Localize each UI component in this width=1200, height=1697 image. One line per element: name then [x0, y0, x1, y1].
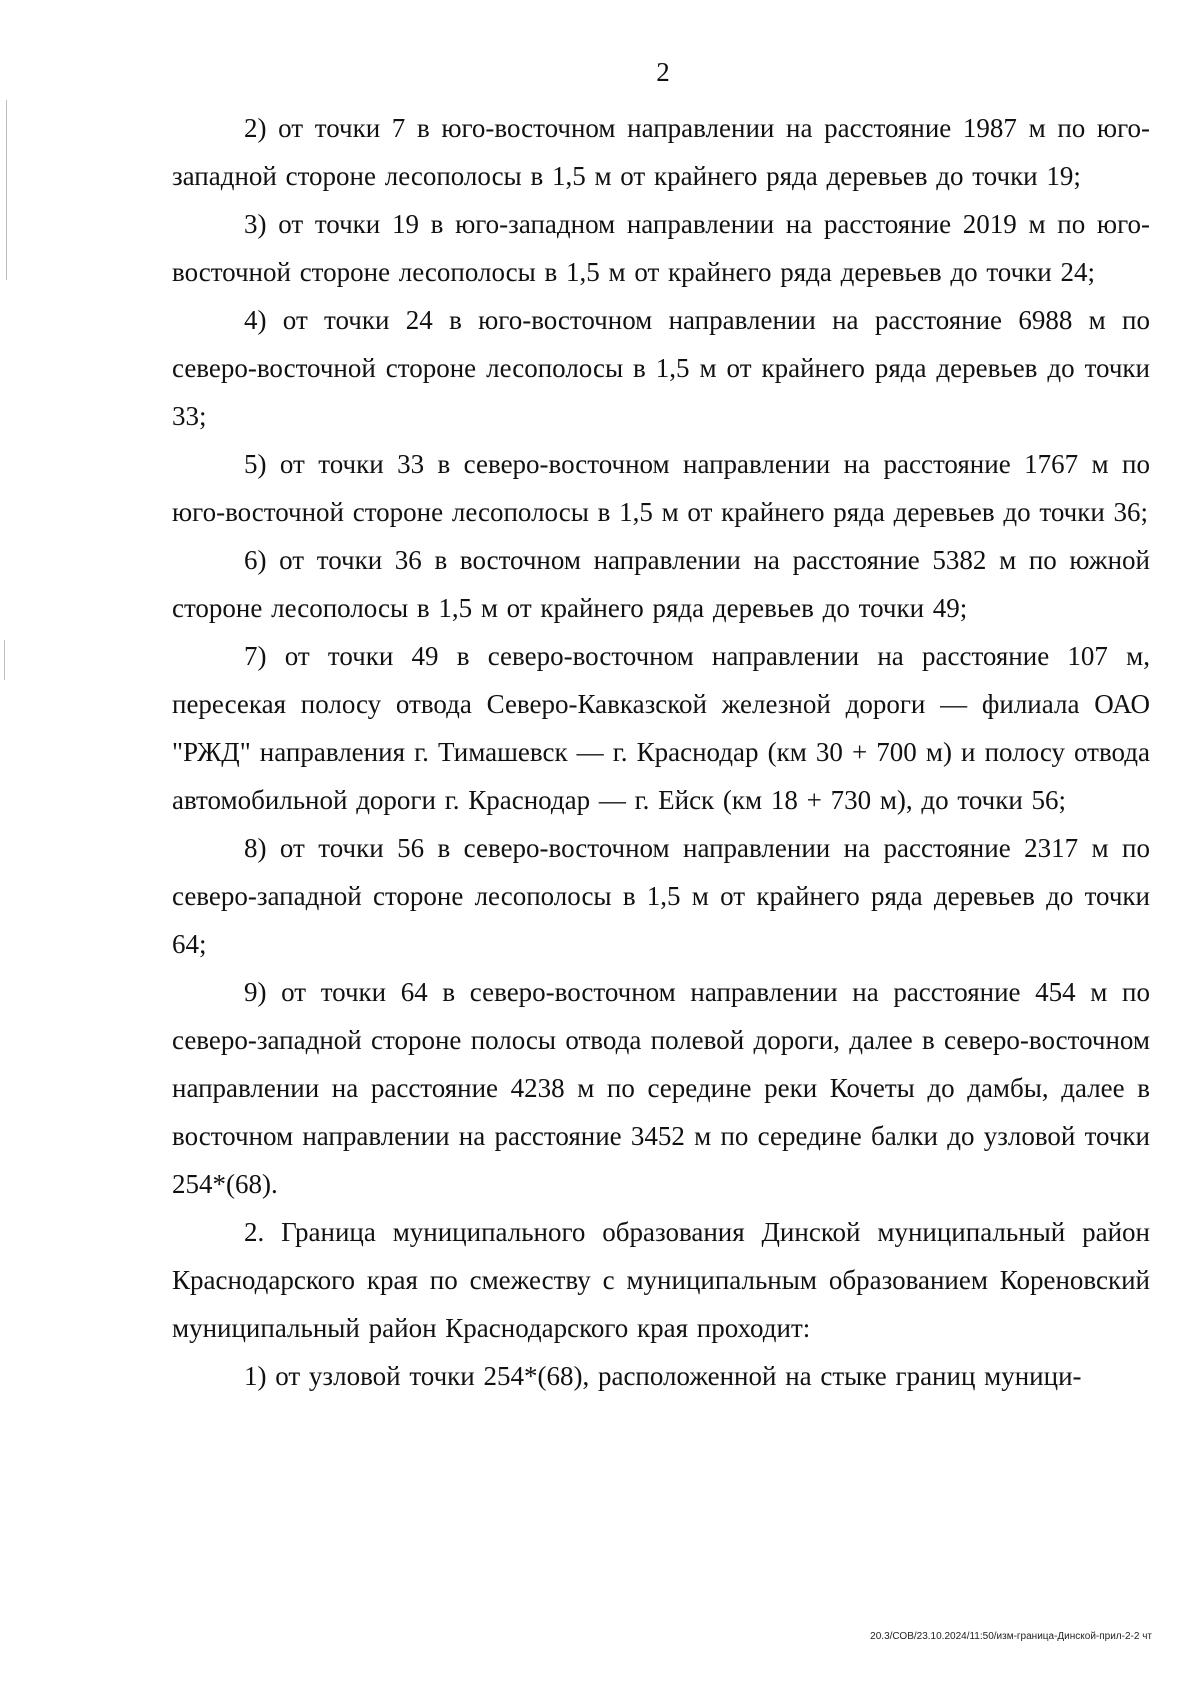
section-2-heading-paragraph: 2. Граница муниципального образования Динской муниципальный район Краснодарского края по смежеству с муниципальным образованием Кореновский муниципальный район Краснодарского края проходит: — [172, 1217, 1150, 1343]
paragraph-item-8: 8) от точки 56 в северо-восточном направлении на расстояние 2317 м по северо-западной стороне лесополосы в 1,5 м от крайнего ряда деревьев до точки 64; — [172, 833, 1150, 959]
document-body — [172, 104, 1150, 1400]
paragraph-item-2: 2) от точки 7 в юго-восточном направлении на расстояние 1987 м по юго-западной стороне лесополосы в 1,5 м от крайнего ряда деревьев до точки 19; — [172, 113, 1150, 191]
paragraph-item-9: 9) от точки 64 в северо-восточном направлении на расстояние 454 м по северо-западной стороне полосы отвода полевой дороги, далее в северо-восточном направлении на расстояние 4238 м по середине реки Кочеты до дамбы, далее в восточном направлении на расстояние 3452 м по середине балки до узловой точки 254*(68). — [172, 977, 1150, 1199]
scan-margin-mark — [6, 100, 7, 280]
paragraph-item-5: 5) от точки 33 в северо-восточном направлении на расстояние 1767 м по юго-восточной стороне лесополосы в 1,5 м от крайнего ряда деревьев до точки 36; — [172, 449, 1150, 527]
paragraph-item-7: 7) от точки 49 в северо-восточном направлении на расстояние 107 м, пересекая полосу отвода Северо-Кавказской железной дороги — филиала ОАО "РЖД" направления г. Тимашевск — г. Краснодар (км 30 + 700 м) и полосу отвода автомобильной дороги г. Краснодар — г. Ейск (км 18 + 730 м), до точки 56; — [172, 641, 1150, 815]
paragraph-item-4: 4) от точки 24 в юго-восточном направлении на расстояние 6988 м по северо-восточной стороне лесополосы в 1,5 м от крайнего ряда деревьев до точки 33; — [172, 305, 1150, 431]
page-number: 2 — [656, 57, 670, 87]
scan-margin-mark — [4, 640, 5, 680]
paragraph-item-3: 3) от точки 19 в юго-западном направлении на расстояние 2019 м по юго-восточной стороне лесополосы в 1,5 м от крайнего ряда деревьев до точки 24; — [172, 209, 1150, 287]
document-footer-code: 20.3/СОВ/23.10.2024/11:50/изм-граница-Динской-прил-2-2 чт — [870, 1631, 1152, 1642]
paragraph-item-6: 6) от точки 36 в восточном направлении на расстояние 5382 м по южной стороне лесополосы в 1,5 м от крайнего ряда деревьев до точки 49; — [172, 545, 1150, 623]
section-2-item-1: 1) от узловой точки 254*(68), расположенной на стыке границ муници- — [244, 1361, 1082, 1391]
